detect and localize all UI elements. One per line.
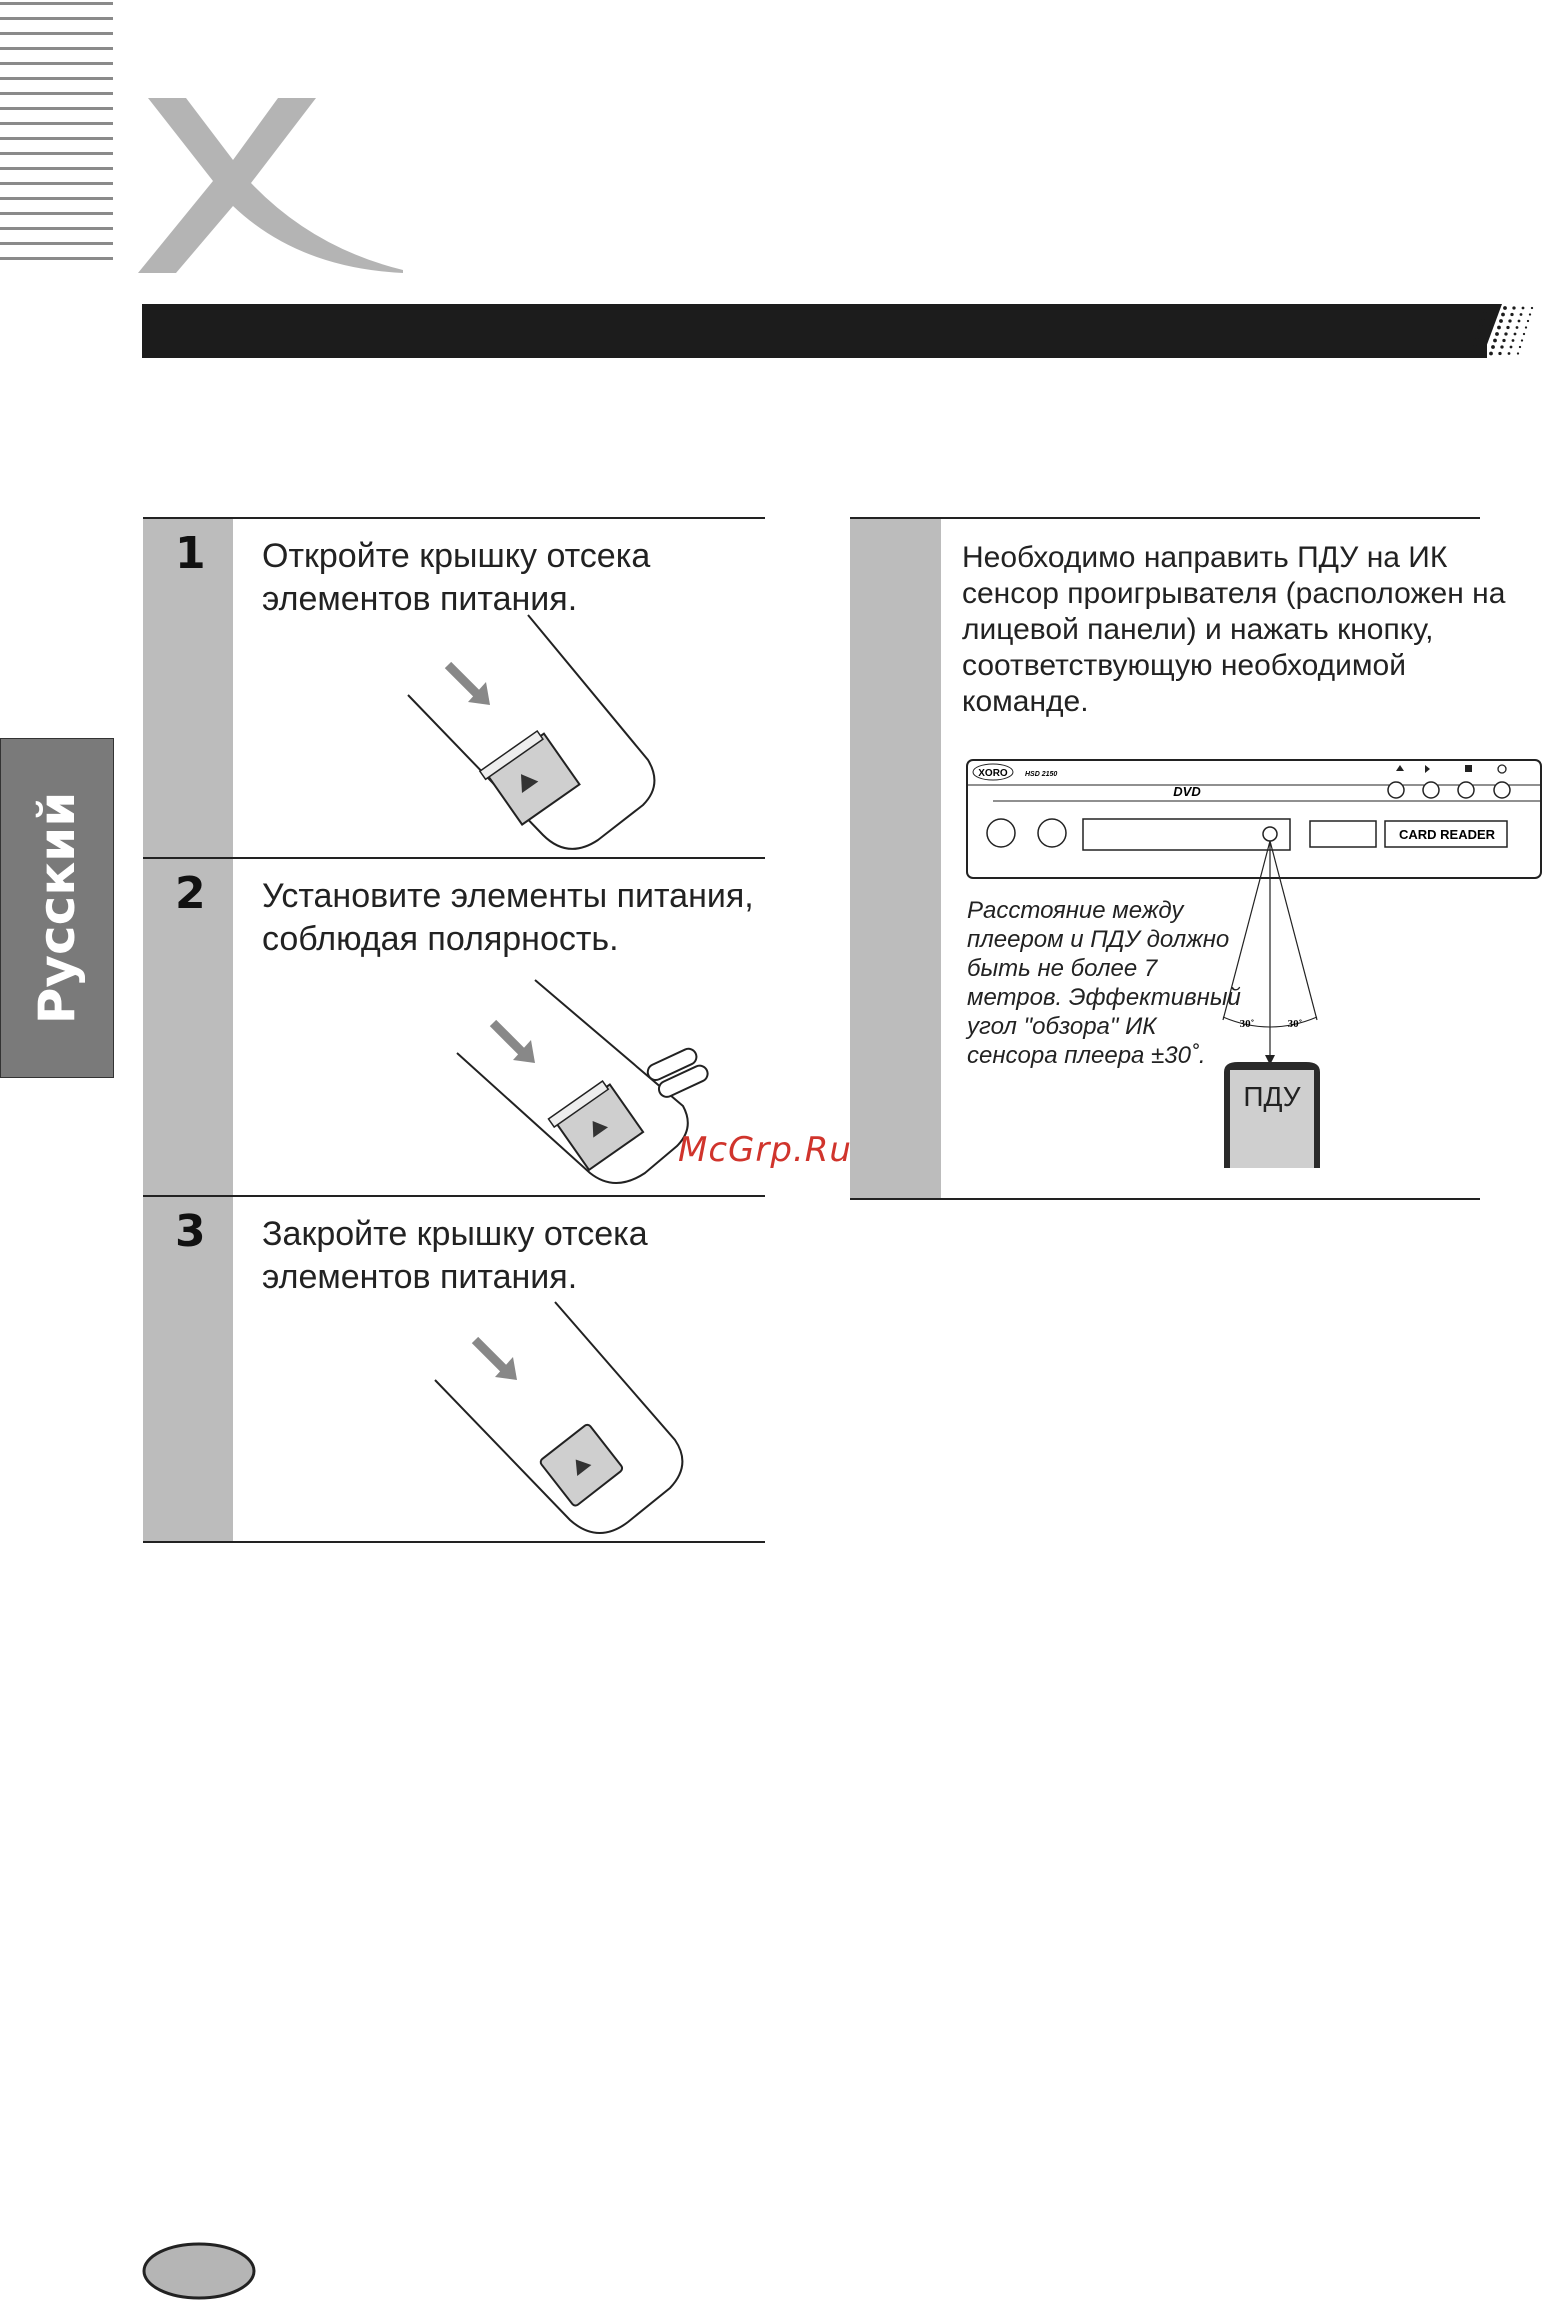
distance-note: Расстояние между плеером и ПДУ должно быть не более 7 метров. Эффективный угол "обзора" ИК сенсора плеера ±30˚. bbox=[967, 897, 1241, 1069]
angle-right-label: 30˚ bbox=[1287, 1018, 1303, 1030]
decorative-stripes bbox=[0, 0, 113, 272]
divider bbox=[143, 1541, 765, 1543]
divider bbox=[850, 1198, 1480, 1200]
language-tab bbox=[0, 738, 114, 1078]
brand-x-logo bbox=[138, 98, 403, 273]
remote-close-cover-illustration bbox=[430, 1300, 690, 1535]
watermark: McGrp.Ru bbox=[678, 1130, 852, 1170]
dvd-model: HSD 2150 bbox=[1025, 771, 1058, 778]
divider bbox=[143, 517, 765, 519]
divider bbox=[143, 1195, 765, 1197]
step-1-text: Откройте крышку отсека элементов питания. bbox=[262, 537, 651, 618]
step-1-number: 1 bbox=[175, 528, 206, 579]
language-tab-label: Русский bbox=[28, 791, 86, 1025]
remote-control-icon bbox=[1218, 1060, 1326, 1168]
step-3-number: 3 bbox=[175, 1206, 206, 1257]
remote-label: ПДУ bbox=[1243, 1081, 1301, 1112]
card-reader-label: CARD READER bbox=[1398, 827, 1496, 842]
angle-left-label: 30˚ bbox=[1239, 1018, 1255, 1030]
step-2-number: 2 bbox=[175, 868, 206, 919]
step-2-text: Установите элементы питания, соблюдая полярность. bbox=[262, 877, 754, 958]
dvd-disc-logo: DVD bbox=[1173, 784, 1201, 799]
remote-open-cover-illustration bbox=[398, 610, 658, 850]
divider bbox=[143, 857, 765, 859]
header-band bbox=[142, 304, 1542, 358]
page-number-oval bbox=[142, 2242, 257, 2300]
info-paragraph: Необходимо направить ПДУ на ИК сенсор проигрывателя (расположен на лицевой панели) и нажать кнопку, соответствующую необходимой команде. bbox=[962, 541, 1506, 718]
divider bbox=[850, 517, 1480, 519]
info-side-cell bbox=[850, 518, 941, 1200]
step-3-text: Закройте крышку отсека элементов питания. bbox=[262, 1215, 648, 1296]
dvd-brand: XORO bbox=[978, 768, 1008, 779]
